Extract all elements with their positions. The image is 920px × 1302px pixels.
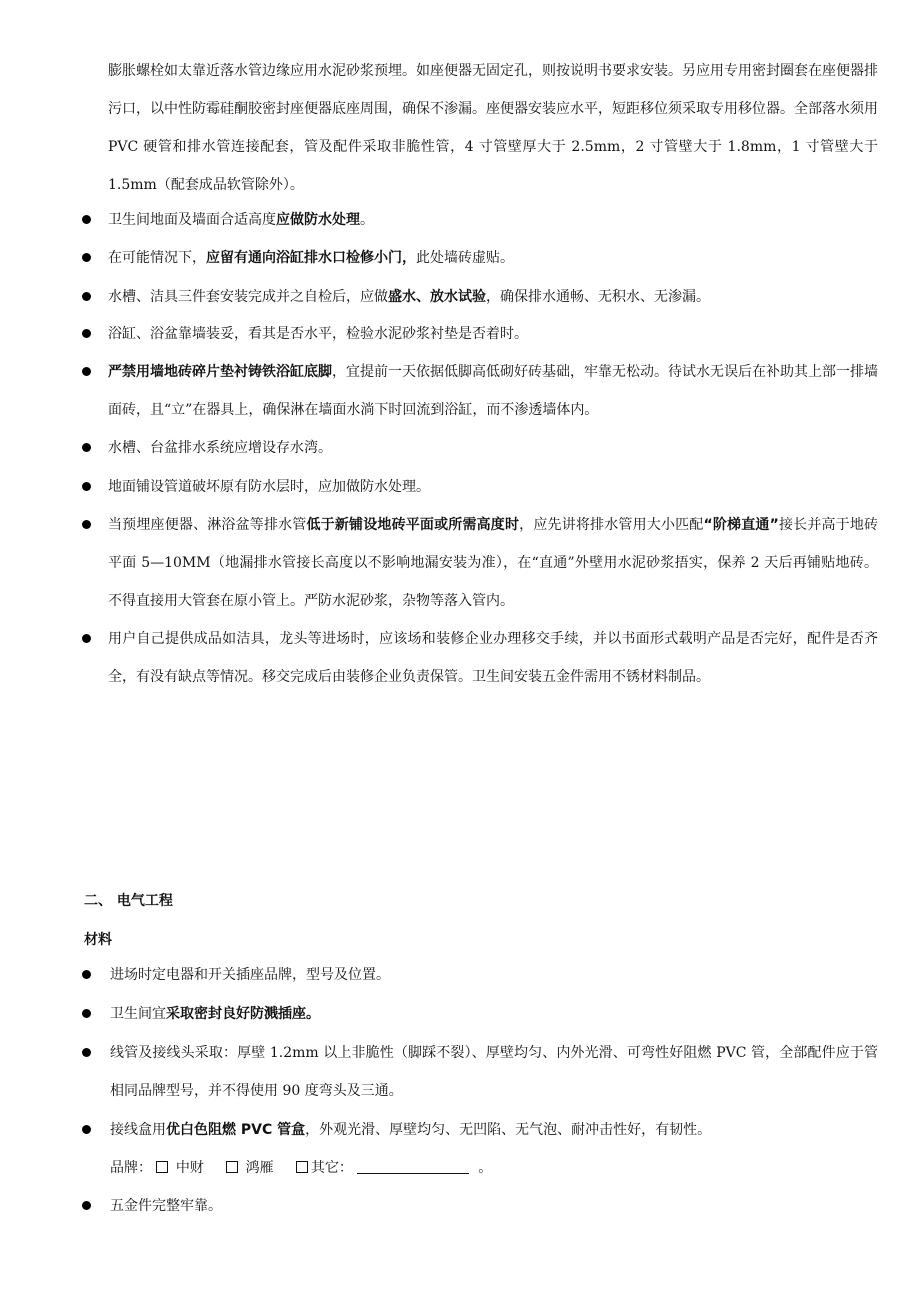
bullet-dot: [82, 520, 91, 529]
bullet-text: 五金件完整牢靠。: [110, 1198, 222, 1214]
bullet-dot: [82, 482, 91, 491]
brand-option-label: 中财: [175, 1160, 204, 1176]
bullet-dot: [82, 1048, 91, 1057]
bullet-text: 在可能情况下，应留有通向浴缸排水口检修小门，此处墙砖虚贴。: [108, 250, 514, 266]
bullet-text: 浴缸、浴盆靠墙装妥，看其是否水平，检验水泥砂浆衬垫是否着时。: [108, 326, 528, 342]
bullet-dot: [82, 634, 91, 643]
checkbox-other[interactable]: [296, 1161, 308, 1173]
bullet-text: 水槽、台盆排水系统应增设存水湾。: [108, 440, 332, 456]
other-brand-blank[interactable]: [357, 1161, 469, 1174]
bullet-dot: [82, 329, 91, 338]
bullet-dot: [82, 215, 91, 224]
bullet-dot: [82, 1201, 91, 1210]
brand-label: 品牌：: [110, 1160, 152, 1176]
bullet-dot: [82, 970, 91, 979]
checkbox-zhongcai[interactable]: [156, 1161, 168, 1173]
intro-paragraph: 膨胀螺栓如太靠近落水管边缘应用水泥砂浆预埋。如座便器无固定孔，则按说明书要求安装。另应用专用密封圈套在座便器排污口，以中性防霉硅酮胶密封座便器底座周围，确保不渗漏。座便器安装应水平，短距移位须采取专用移位器。全部落水须用 PVC 硬管和排水管连接配套，管及配件采取非脆性管，4 寸管壁厚大于 2.5mm，2 寸管壁大于 1.8mm，1 寸管壁大于 1.5mm（配套成品软管除外）。: [108, 63, 878, 193]
bullet-dot: [82, 253, 91, 262]
section-title: 二、 电气工程: [84, 893, 173, 909]
subsection-title: 材料: [84, 932, 112, 948]
bullet-text: 线管及接线头采取：厚壁 1.2mm 以上非脆性（脚踩不裂）、厚壁均匀、内外光滑、可弯性好阻燃 PVC 管，全部配件应于管相同品牌型号，并不得使用 90 度弯头及三通。: [110, 1045, 878, 1099]
bullet-text: 接线盒用优白色阻燃 PVC 管盒，外观光滑、厚壁均匀、无凹陷、无气泡、耐冲击性好，有韧性。: [110, 1122, 712, 1138]
bullet-text: 卫生间宜采取密封良好防溅插座。: [110, 1006, 320, 1022]
brand-option-label: 鸿雁: [245, 1160, 274, 1176]
bullet-dot: [82, 1009, 91, 1018]
brand-end: 。: [478, 1160, 493, 1176]
bullet-dot: [82, 292, 91, 301]
bullet-text: 卫生间地面及墙面合适高度应做防水处理。: [108, 212, 374, 228]
bullet-dot: [82, 367, 91, 376]
bullet-dot: [82, 443, 91, 452]
bullet-text: 水槽、洁具三件套安装完成并之自检后，应做盛水、放水试验，确保排水通畅、无积水、无渗漏。: [108, 289, 710, 305]
bullet-text: 进场时定电器和开关插座品牌，型号及位置。: [110, 967, 390, 983]
bullet-text: 用户自己提供成品如洁具，龙头等进场时，应该场和装修企业办理移交手续，并以书面形式载明产品是否完好，配件是否齐全，有没有缺点等情况。移交完成后由装修企业负责保管。卫生间安装五金件需用不锈材料制品。: [108, 631, 878, 685]
brand-option-label: 其它：: [310, 1160, 353, 1176]
bullet-text: 严禁用墙地砖碎片垫衬铸铁浴缸底脚，宜提前一天依据低脚高低砌好砖基础，牢靠无松动。待试水无误后在补助其上部一排墙面砖，且“立”在器具上，确保淋在墙面水淌下时回流到浴缸，而不渗透墙体内。: [108, 364, 878, 418]
bullet-text: 当预埋座便器、淋浴盆等排水管低于新铺设地砖平面或所需高度时，应先讲将排水管用大小匹配“阶梯直通”接长并高于地砖平面 5—10MM（地漏排水管接长高度以不影响地漏安装为准），在“直通”外壁用水泥砂浆捂实，保养 2 天后再铺贴地砖。不得直接用大管套在原小管上。严防水泥砂浆，杂物等落入管内。: [108, 517, 879, 609]
brand-options: [110, 1157, 492, 1177]
bullet-text: 地面铺设管道破坏原有防水层时，应加做防水处理。: [108, 479, 430, 495]
checkbox-hongyan[interactable]: [226, 1161, 238, 1173]
bullet-dot: [82, 1125, 91, 1134]
